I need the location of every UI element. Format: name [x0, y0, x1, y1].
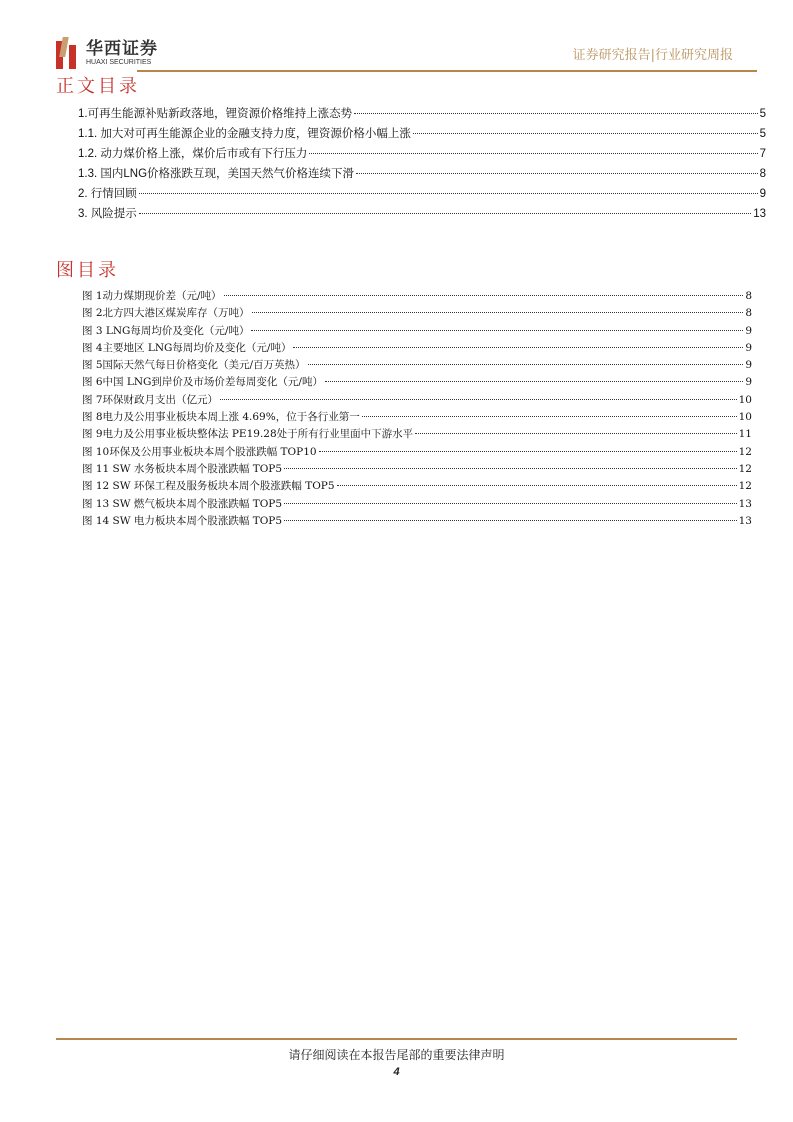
figure-entry[interactable] — [82, 288, 752, 305]
leader-dots — [224, 295, 744, 296]
figure-entry[interactable] — [82, 426, 752, 443]
figure-label: 图 1动力煤期现价差（元/吨） — [82, 290, 222, 302]
figure-label: 图 6中国 LNG到岸价及市场价差每周变化（元/吨） — [82, 376, 323, 389]
figure-label: 图 7环保财政月支出（亿元） — [82, 393, 219, 406]
leader-dots — [284, 468, 737, 469]
figure-page: 8 — [745, 290, 752, 302]
toc-entry[interactable] — [78, 144, 766, 164]
report-type: 证券研究报告|行业研究周报 — [572, 48, 733, 63]
toc-entry[interactable] — [78, 204, 766, 224]
toc-page: 13 — [753, 208, 766, 220]
leader-dots — [284, 520, 737, 521]
figure-entry[interactable] — [82, 305, 752, 322]
figure-page: 11 — [738, 428, 752, 441]
logo-en: HUAXI SECURITIES — [86, 59, 152, 66]
toc-page: 9 — [759, 188, 766, 200]
figure-label: 图 13 SW 燃气板块本周个股涨跌幅 TOP5 — [82, 497, 283, 510]
figure-page: 8 — [745, 307, 752, 320]
figure-page: 9 — [745, 341, 752, 354]
figure-label: 图 14 SW 电力板块本周个股涨跌幅 TOP5 — [82, 514, 283, 527]
leader-dots — [319, 451, 737, 452]
figure-entry[interactable] — [82, 513, 752, 530]
figure-entry[interactable] — [82, 374, 752, 391]
toc-label: 2. 行情回顾 — [78, 188, 137, 200]
figure-page: 13 — [738, 514, 752, 527]
figure-label: 图 9电力及公用事业板块整体法 PE19.28处于所有行业里面中下游水平 — [82, 428, 414, 441]
logo-cn: 华西证券 — [86, 39, 158, 59]
toc-page: 5 — [759, 128, 766, 140]
figure-entry[interactable] — [82, 478, 752, 495]
leader-dots — [362, 416, 737, 417]
toc-title: 正文目录 — [56, 76, 140, 97]
figure-label: 图 10环保及公用事业板块本周个股涨跌幅 TOP10 — [82, 445, 317, 458]
footer-divider — [56, 1038, 737, 1040]
figure-label: 图 5国际天然气每日价格变化（美元/百万英热） — [82, 359, 306, 372]
figure-page: 10 — [738, 411, 752, 424]
leader-dots — [284, 503, 737, 504]
figure-page: 13 — [738, 497, 752, 510]
leader-dots — [293, 347, 743, 348]
figure-entry[interactable] — [82, 496, 752, 513]
legal-notice: 请仔细阅读在本报告尾部的重要法律声明 — [288, 1048, 505, 1062]
toc-label: 3. 风险提示 — [78, 208, 137, 220]
leader-dots — [325, 381, 743, 382]
toc-entry[interactable] — [78, 184, 766, 204]
figure-page: 12 — [738, 480, 752, 493]
figure-label: 图 2北方四大港区煤炭库存（万吨） — [82, 307, 250, 320]
toc-entry[interactable] — [78, 104, 766, 124]
figure-list — [82, 288, 752, 530]
toc-page: 5 — [759, 108, 766, 120]
figure-list-title: 图目录 — [56, 260, 119, 281]
figure-label: 图 4主要地区 LNG每周均价及变化（元/吨） — [82, 341, 292, 354]
figure-page: 9 — [745, 324, 752, 337]
leader-dots — [415, 433, 736, 434]
figure-label: 图 11 SW 水务板块本周个股涨跌幅 TOP5 — [82, 462, 283, 475]
figure-entry[interactable] — [82, 409, 752, 426]
figure-page: 12 — [738, 445, 752, 458]
leader-dots — [337, 485, 737, 486]
toc-label: 1.可再生能源补贴新政落地，锂资源价格维持上涨态势 — [78, 108, 353, 120]
page-number: 4 — [393, 1066, 400, 1078]
figure-entry[interactable] — [82, 392, 752, 409]
figure-label: 图 3 LNG每周均价及变化（元/吨） — [82, 324, 250, 337]
figure-entry[interactable] — [82, 340, 752, 357]
figure-entry[interactable] — [82, 323, 752, 340]
toc-entry[interactable] — [78, 124, 766, 144]
company-logo — [56, 37, 158, 69]
figure-entry[interactable] — [82, 357, 752, 374]
toc-label: 1.3. 国内LNG价格涨跌互现，美国天然气价格连续下滑 — [78, 168, 355, 180]
toc-label: 1.1. 加大对可再生能源企业的金融支持力度，锂资源价格小幅上涨 — [78, 128, 411, 140]
figure-entry[interactable] — [82, 461, 752, 478]
toc-page: 8 — [759, 168, 766, 180]
toc-list — [78, 104, 766, 224]
figure-page: 10 — [738, 393, 752, 406]
toc-entry[interactable] — [78, 164, 766, 184]
figure-label: 图 8电力及公用事业板块本周上涨 4.69%，位于各行业第一 — [82, 411, 360, 424]
leader-dots — [308, 364, 744, 365]
toc-page: 7 — [759, 148, 766, 160]
logo-mark-icon — [56, 37, 78, 69]
toc-label: 1.2. 动力煤价格上涨，煤价后市或有下行压力 — [78, 148, 308, 160]
leader-dots — [220, 399, 737, 400]
header-divider — [137, 70, 757, 72]
leader-dots — [252, 312, 744, 313]
figure-page: 9 — [745, 376, 752, 389]
figure-entry[interactable] — [82, 444, 752, 461]
figure-page: 12 — [738, 462, 752, 475]
leader-dots — [251, 330, 743, 331]
figure-label: 图 12 SW 环保工程及服务板块本周个股涨跌幅 TOP5 — [82, 480, 335, 493]
figure-page: 9 — [745, 359, 752, 372]
